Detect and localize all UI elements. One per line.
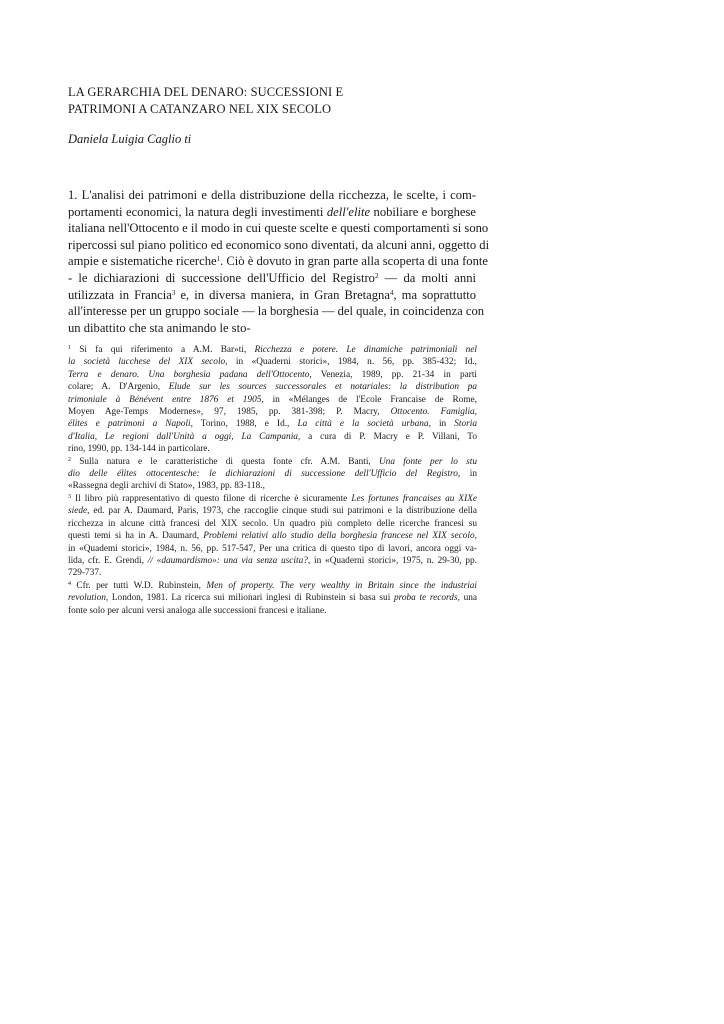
footnote-mark: 4 xyxy=(68,580,71,587)
body-line: ampie e sistematiche ricerche$^1$. Ciò è dovuto in gran parte alla scoperta di una fonte xyxy=(68,254,488,269)
footnote-ref: 1 xyxy=(216,255,221,264)
body-line: ripercossi sul piano politico ed economico sono diventati, da alcuni anni, oggetto di xyxy=(68,237,490,252)
footnote-mark: 3 xyxy=(68,493,71,500)
article-title xyxy=(68,84,488,118)
body-line: un dibattito che sta animando le sto- xyxy=(68,320,251,335)
footnote-ref: 3 xyxy=(171,288,176,297)
body-line: 1. L'analisi dei patrimoni e della distribuzione della ricchezza, le scelte, i com- xyxy=(68,188,476,202)
footnote-mark: 1 xyxy=(68,345,71,351)
body-line: utilizzata in Francia$^3$ e, in diversa maniera, in Gran Bretagna$^4$, ma soprattutto xyxy=(68,287,476,302)
title-line-1: LA GERARCHIA DEL DENARO: SUCCESSIONI E xyxy=(68,85,344,99)
footnote-2: $^2$ Sulla natura e le caratteristiche di questa fonte cfr. A.M. Banti, Una fonte per lo stu dio delle élites ottocentesche: le dichiarazioni di successione dell'Ufficio del Registro, in «Rassegna degli archivi di Stato», 1983, pp. 83-118., xyxy=(68,456,477,492)
footnote-mark: 2 xyxy=(68,456,71,463)
footnote-4: $^4$ Cfr. per tutti W.D. Rubinstein, Men of property. The very wealthy in Britain since the industriai revolution, London, 1981. La ricerca sui milionari inglesi di Rubinstein si basa sui proba te records, una fonte solo per alcuni versi analoga alle successioni francesi e italiane. xyxy=(68,580,478,616)
footnotes xyxy=(68,344,477,617)
footnote-ref: 4 xyxy=(389,288,394,297)
body-line: portamenti economici, la natura degli investimenti dell'elite nobiliare e borghese xyxy=(68,204,477,219)
title-line-2: PATRIMONI A CATANZARO NEL XIX SECOLO xyxy=(68,102,332,116)
body-line: - le dichiarazioni di successione dell'Ufficio del Registro$^2$ — da molti anni xyxy=(68,270,476,285)
footnote-3: $^3$ Il libro più rappresentativo di questo filone di ricerche è sicuramente Les fortunes francaises au XIXe siede, ed. par A. Daumard, Paris, 1973, che raccoglie cinque studi sui patrimoni e la distribuzione della ricchezza in alcune città francesi del XIX secolo. Un quadro più completo delle ricerche francesi su questi temi si ha in A. Daumard, Problemi relativi allo studio della borghesia francese nel XIX secolo, in «Quademi storici», 1984, n. 56, pp. 517-547, Per una critica di questo tipo di lavori, ancora oggi va- lida, cfr. E. Grendi, // «daumardismo»: una via senza uscita?, in «Quaderni storici», 1975, n. 29-30, pp. 729-737. xyxy=(68,493,477,579)
footnote-ref: 2 xyxy=(374,271,379,280)
body-paragraph xyxy=(68,187,490,336)
author-name: Daniela Luigia Caglio ti xyxy=(68,132,192,146)
footnote-1: $^1$ Si fa qui riferimento a A.M. Bar»ti, Ricchezza e potere. Le dinamiche patrimoniali nel la società lucchese del XIX secolo, in «Quaderni storici», 1984, n. 56, pp. 385-432; Id., Terra e denaro. Una borghesia padana dell'Ottocento, Venezia, 1989, pp. 21-34 in parti colare; A. D'Argenio, Elude sur les sources successorales et notariales: la distribution pa trimoniale à Bénévent entre 1876 et 1905, in «Mélanges de l'Ecole Francaise de Rome, Moyen Age-Temps Modernes», 97, 1985, pp. 381-398; P. Macry, Ottocento. Famiglia, élites e patrimoni a Napoli, Torino, 1988, e Id., La città e la società urbana, in Storia d'Italia, Le regioni dall'Unità a oggi, La Campania, a cura di P. Macry e P. Villani, To rino, 1990, pp. 134-144 in particolare. xyxy=(68,345,477,455)
body-line: italiana nell'Ottocento e il modo in cui queste scelte e questi comportamenti si sono xyxy=(68,221,489,236)
body-line: all'interesse per un gruppo sociale — la borghesia — del quale, in coincidenza con xyxy=(68,304,485,319)
